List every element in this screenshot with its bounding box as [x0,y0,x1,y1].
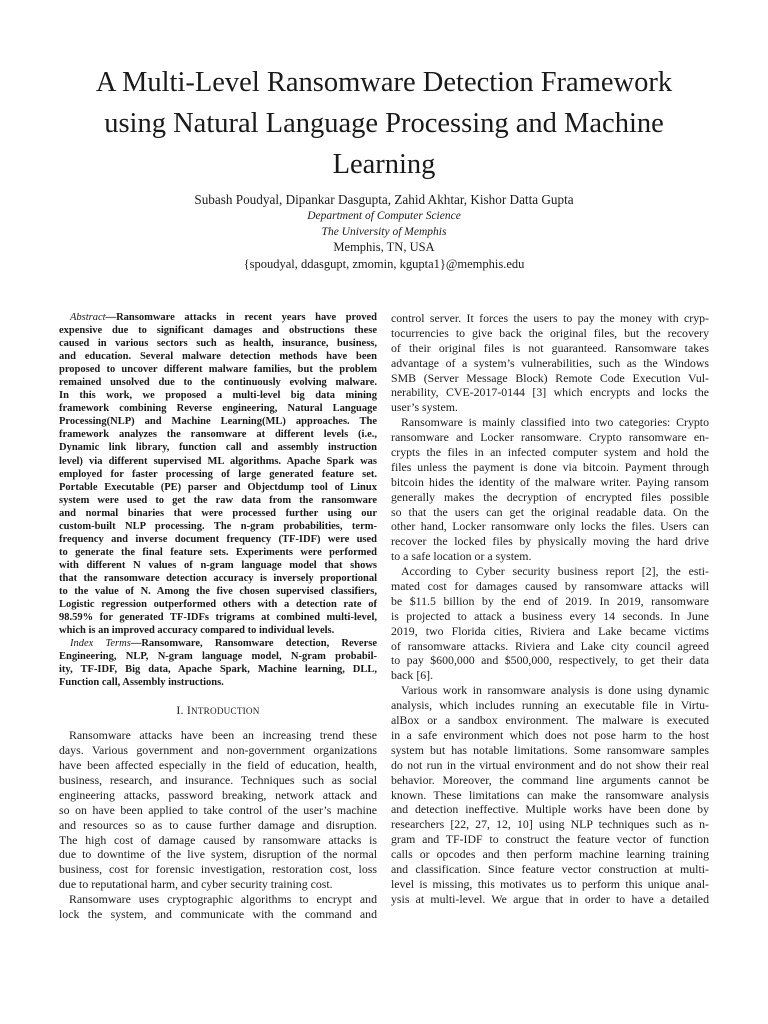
text-line: researchers [22, 27, 12, 10] using NLP techniques such as n- [391,817,709,832]
text-line: business, research, and insurance. Techniques such as social [59,773,377,788]
abstract-label: Abstract [70,312,106,323]
text-fragment: —Ransomware, Ransomware detection, Reverse [130,638,377,650]
text-line: days. Various government and non-government organizations [59,743,377,758]
paper-title [40,62,728,185]
text-line: 2019, two Florida cities, Riviera and Lake became victims [391,623,709,638]
text-line: system but has notable limitations. Some ransomware samples [391,742,709,757]
text-line [59,311,377,324]
text-line: user’s system. [391,400,458,415]
text-line: proposed to uncover different malware families, but the problem [59,364,377,376]
text-line: files unless the payment is done via bitcoin. Payment through [391,459,709,474]
text-line: due to reputational harm, and cyber security training cost. [59,877,333,892]
text-line: ity, TF-IDF, Big data, Apache Spark, Machine learning, DLL, [59,664,377,676]
text-line: advantage of a system’s vulnerabilities, such as the Windows [391,355,709,370]
text-line: to pay $600,000 and $500,000, respectively, to get their data [391,653,709,668]
text-line: alBox or a sandbox environment. The malware is executed [391,713,709,728]
text-fragment: —Ransomware attacks in recent years have proved [105,312,377,323]
text-line: mated cost for damages caused by ransomware attacks will [391,579,709,594]
text-line: lock the system, and communicate with the command and [59,907,377,922]
text-line: Engineering, NLP, N-gram language model, N-gram probabil- [59,651,377,663]
text-line: business, cost for forensic investigation, restoration cost, loss [59,862,377,877]
text-line: expensive due to significant damages and obstructions these [59,325,377,337]
section-title-rest: NTRODUCTION [191,706,260,717]
text-line: gram and TF-IDF to construct the feature vector of function [391,832,709,847]
location: Memphis, TN, USA [333,240,435,254]
text-line: recover the locked files by physically moving the hard drive [391,534,709,549]
paragraph [391,311,709,415]
paragraph [59,892,377,922]
index-terms-label: Index Terms [70,638,131,650]
text-line: Ransomware is mainly classified into two categories: Crypto [401,415,709,430]
text-line: bitcoin hides the identity of the malware writer. Paying ransom [391,474,709,489]
text-line: behavior. Moreover, the command line arguments cannot be [391,772,709,787]
text-line: caused in various sectors such as health, insurance, business, [59,338,377,350]
text-line: Processing(NLP) and Machine Learning(ML) approaches. The [59,416,377,428]
title-line: A Multi-Level Ransomware Detection Framework [95,67,673,98]
text-line: Various work in ransomware analysis is done using dynamic [401,683,709,698]
text-line: is projected to attack a business every 14 seconds. In June [391,608,709,623]
text-line: SMB (Server Message Block) Remote Code Execution Vul- [391,370,709,385]
paragraph [391,564,709,683]
text-line: have been affected especially in the field of education, health, [59,758,377,773]
text-line: and normal binaries that were processed further using our [59,507,377,519]
text-line: engineering attacks, password breaking, network attack and [59,787,377,802]
text-line: to a safe location or a system. [391,549,532,564]
text-line: and classification. Since feature vector construction at multi- [391,861,709,876]
text-line: Dynamic link library, function call and assembly instruction [59,442,377,454]
text-line: so on have been applied to take control of the user’s machine [59,802,377,817]
text-line [59,637,377,650]
index-terms [59,637,377,689]
text-line: system were used to get the raw data from the ransomware [59,494,377,506]
abstract [59,311,377,637]
text-line: According to Cyber security business report [2], the esti- [401,564,709,579]
text-line: that the ransomware detection accuracy is inversely proportional [59,572,377,584]
text-line: so that the users can get the original readable data. On the [391,504,709,519]
text-line: framework combining Reverse engineering, Natural Language [59,403,377,415]
paragraph [391,415,709,564]
text-line: employed for faster processing of large generated feature set. [59,468,377,480]
text-line: other hand, Locker ransomware only locks the files. Users can [391,519,709,534]
text-line: The high cost of damage caused by ransomware attacks is [59,832,377,847]
text-line: Ransomware attacks have been an increasing trend these [69,728,377,743]
section-title-initial: I [186,703,192,718]
text-line: remained unsolved due to the continuously evolving malware. [59,377,377,389]
text-line: generally makes the decryption of encrypted files possible [391,489,709,504]
text-line: In this work, we proposed a multi-level big data mining [59,390,377,402]
section-heading-introduction [59,703,377,718]
author-emails: {spoudyal, ddasgupt, zmomin, kgupta1}@memphis.edu [243,257,525,271]
text-line: frequency and inverse document frequency (TF-IDF) were used [59,533,377,545]
title-line: Learning [332,149,436,180]
text-line: control server. It forces the users to pay the money with cryp- [391,311,709,325]
text-line: framework analyzes the ransomware at different levels (i.e., [59,429,377,441]
text-line: tocurrencies to give back the original files, but the recovery [391,325,709,340]
right-column [391,311,709,907]
author-list: Subash Poudyal, Dipankar Dasgupta, Zahid Akhtar, Kishor Datta Gupta [194,192,574,207]
text-line: and detection ineffective. Multiple works have been done by [391,802,709,817]
text-line: Logistic regression outperformed others with a detection rate of [59,599,377,611]
text-line: of their original files is not guaranteed. Ransomware takes [391,340,709,355]
text-line: which is an improved accuracy compared to individual levels. [59,625,335,637]
text-line: to generate the final feature sets. Experiments were performed [59,546,377,558]
text-line: in a safe environment which does not pose harm to the host [391,727,709,742]
department: Department of Computer Science [307,210,461,222]
text-line: custom-built NLP processing. The n-gram probabilities, term- [59,520,377,532]
left-column [59,311,377,922]
text-line: ransomware and Locker ransomware. Crypto ransomware en- [391,430,709,445]
text-line: of ransomware attacks. Riviera and Lake city council agreed [391,638,709,653]
text-line: to the value of N. Among the five chosen supervised classifiers, [59,585,377,597]
section-number: I. [176,703,187,718]
text-line: Ransomware uses cryptographic algorithms to encrypt and [69,892,377,907]
text-line: analysis, which includes running an executable file in Virtu- [391,698,709,713]
text-line: ysis at multi-level. We argue that in order to have a detailed [391,891,709,906]
text-line: do not run in the virtual environment and do not show their real [391,757,709,772]
university: The University of Memphis [321,226,447,238]
text-line: with different N values of n-gram language model that shows [59,559,377,571]
text-line: level) via different supervised ML algorithms. Apache Spark was [59,455,377,467]
paragraph [59,728,377,892]
text-line: crypts the files in an infected computer system and hold the [391,445,709,460]
text-line: nerability, CVE-2017-0144 [3] which encrypts and locks the [391,385,709,400]
text-line: back [6]. [391,668,434,683]
title-line: using Natural Language Processing and Machine [104,108,664,139]
text-line: be $11.5 billion by the end of 2019. In 2019, ransomware [391,593,709,608]
text-line: and resources so as to cause further damage and disruption. [59,817,377,832]
text-line: 98.59% for generated TF-IDFs trigrams at combined multi-level, [59,612,377,624]
text-line: and education. Several malware detection methods have been [59,351,377,363]
text-line: due to downtime of the live system, disruption of the normal [59,847,377,862]
text-line: Portable Executable (PE) parser and Objectdump tool of Linux [59,481,377,493]
paragraph [391,683,709,906]
text-line: calls or opcodes and then perform machine learning training [391,847,709,862]
text-line: known. These limitations can make the ransomware analysis [391,787,709,802]
text-line: level is missing, this motivates us to perform this unique anal- [391,876,709,891]
text-line: Function call, Assembly instructions. [59,677,224,689]
